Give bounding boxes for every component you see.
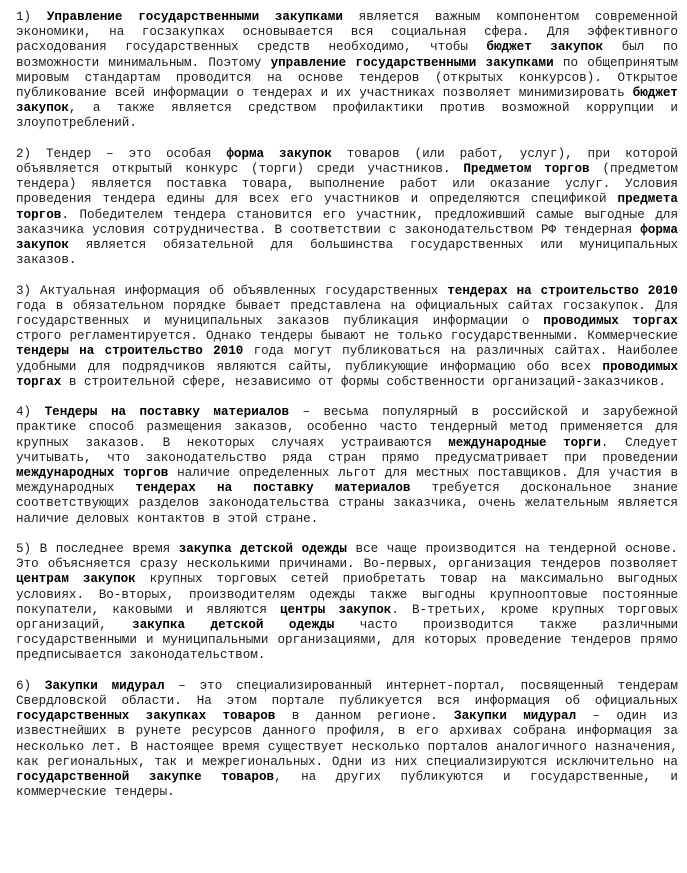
bold-term: центрам закупок: [16, 572, 136, 587]
bold-term: бюджет закупок: [486, 40, 604, 55]
text-segment: 2) Тендер – это особая: [16, 146, 227, 161]
text-segment: 6): [16, 678, 45, 693]
text-segment: в строительной сфере, независимо от формы собственности организаций-заказчиков.: [61, 374, 666, 389]
text-segment: (предметом тендера) является поставка товара, выполнение работ или оказание услуг. Условия проведения тендера едины для всех его участников и определяются спецификой: [16, 162, 678, 207]
text-segment: наличие определенных льгот для местных поставщиков. Для участия в международных: [16, 466, 678, 496]
text-segment: все чаще производится на тендерной основе. Это объясняется сразу несколькими причинами. Во-первых, организация тендеров позволяет: [16, 542, 678, 572]
bold-term: тендерах на строительство 2010: [447, 283, 678, 298]
text-segment: товаров (или работ, услуг), при которой объявляется открытый конкурс (торги) среди участников.: [16, 146, 678, 177]
text-segment: – один из известнейших в рунете ресурсов данного профиля, в его архивах собрана информация за несколько лет. В настоящее время существует несколько порталов аналогичного назначения, как региональных, так и межрегиональных. Одни из них специализируются исключительно на: [16, 709, 678, 769]
bold-term: Предметом торгов: [463, 162, 590, 177]
text-segment: . В-третьих, кроме крупных торговых организаций,: [16, 602, 679, 633]
text-segment: по общепринятым мировым стандартам проводится на основе тендеров (открытых конкурсов). Открытое публикование всей информации о тендерах и их участниках позволяет минимизировать: [16, 55, 678, 101]
text-segment: . Следует учитывать, что законодательство ряда стран прямо предусматривает при проведении: [16, 435, 678, 465]
para-1: [16, 10, 678, 132]
text-segment: . Победителем тендера становится его участник, предложивший самые выгодные для заказчика условия сотрудничества. В соответствии с законодательством РФ тендерная: [16, 207, 678, 237]
bold-term: тендеры на строительство 2010: [16, 344, 244, 359]
bold-term: закупка детской одежды: [178, 542, 347, 557]
text-segment: требуется доскональное знание соответствующих разделов законодательства страны заказчика, очень желательным является наличие деловых контактов в этой стране.: [16, 481, 678, 526]
text-segment: – весьма популярный в российской и зарубежной практике способ размещения заказов, особенно часто тендерный метод применяется для крупных заказов. В некоторых случаях устраиваются: [16, 405, 678, 450]
text-segment: , а также является средством профилактики против возможной коррупции и злоупотреблений.: [16, 101, 678, 131]
bold-term: бюджет закупок: [16, 86, 678, 116]
text-segment: крупных торговых сетей приобретать товар на максимально выгодных условиях. Во-вторых, производителям одежды также выгодны крупнооптовые постоянные покупатели, каковыми и являются: [16, 572, 678, 617]
text-segment: 1): [16, 10, 47, 24]
text-segment: 3) Актуальная информация об объявленных государственных: [16, 283, 448, 298]
bold-term: проводимых торгах: [543, 314, 678, 329]
bold-term: тендерах на поставку материалов: [135, 481, 411, 496]
bold-term: форма закупок: [16, 222, 678, 253]
bold-term: управление государственными закупками: [270, 55, 554, 70]
bold-term: международных торгов: [16, 466, 169, 481]
para-4: [16, 405, 678, 527]
text-segment: является обязательной для большинства государственных или муниципальных заказов.: [16, 238, 678, 268]
bold-term: центры закупок: [280, 602, 392, 617]
text-segment: года могут публиковаться на различных сайтах. Наиболее удобными для подрядчиков являются сайты, публикующие информацию обо всех: [16, 344, 678, 374]
bold-term: международные торги: [448, 435, 601, 450]
text-segment: 4): [16, 405, 45, 420]
bold-term: Управление государственными закупками: [46, 10, 343, 24]
bold-term: Закупки мидурал: [44, 678, 165, 693]
text-segment: в данном регионе.: [275, 709, 455, 724]
bold-term: Закупки мидурал: [454, 709, 577, 724]
bold-term: государственных закупках товаров: [16, 709, 276, 724]
para-2: [16, 147, 678, 269]
text-segment: , на других публикуются и государственные, и коммерческие тендеры.: [16, 770, 678, 800]
bold-term: проводимых торгах: [16, 359, 678, 389]
bold-term: форма закупок: [226, 146, 332, 161]
text-segment: часто производится также различными государственными и муниципальными организациями, для которых проведение тендеров прямо предписывается законодательством.: [16, 618, 679, 663]
text-segment: был по возможности минимальным. Поэтому: [16, 40, 678, 70]
text-segment: строго регламентируется. Однако тендеры бывают не только государственными. Коммерческие: [16, 329, 678, 344]
bold-term: Тендеры на поставку материалов: [44, 405, 290, 420]
document-body: [16, 10, 678, 816]
para-5: [16, 542, 678, 664]
text-segment: 5) В последнее время: [16, 542, 179, 557]
text-segment: – это специализированный интернет-портал, посвященный тендерам Свердловской области. На этом портале публикуется вся информация об официальных: [16, 678, 678, 709]
text-segment: года в обязательном порядке бывает представлена на официальных сайтах госзакупок. Для государственных и муниципальных заказов публикация информации о: [16, 298, 678, 329]
bold-term: предмета торгов: [16, 192, 678, 222]
bold-term: государственной закупке товаров: [16, 770, 275, 785]
bold-term: закупка детской одежды: [132, 618, 335, 633]
text-segment: является важным компонентом современной экономики, на госзакупках основывается вся социальная сфера. Для эффективного расходования государственных средств необходимо, чтобы: [16, 10, 678, 55]
para-3: [16, 284, 678, 390]
para-6: [16, 679, 678, 801]
